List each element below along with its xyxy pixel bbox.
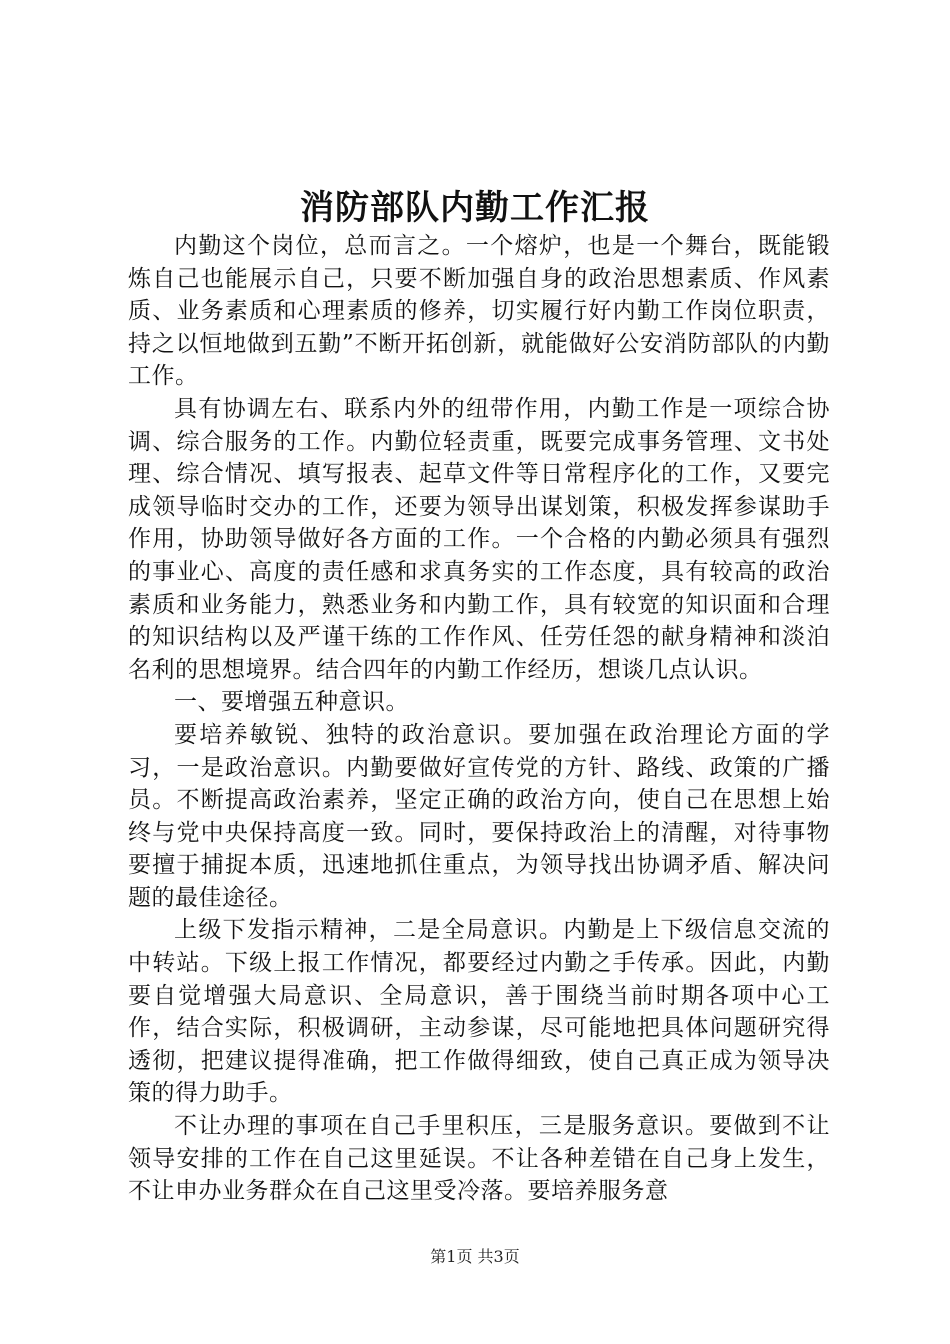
section-heading: 一、要增强五种意识。 [174,689,409,716]
page-number-footer: 第1页 共3页 [430,1247,520,1266]
body-paragraph: 上级下发指示精神，二是全局意识。内勤是上下级信息交流的中转站。下级上报工作情况，都要经过内勤之手传承。因此，内勤要自觉增强大局意识、全局意识，善于围绕当前时期各项中心工作，结合实际，积极调研，主动参谋，尽可能地把具体问题研究得透彻，把建议提得准确，把工作做得细致，使自己真正成为领导决策的得力助手。 [128,917,830,1107]
body-paragraph: 内勤这个岗位，总而言之。一个熔炉，也是一个舞台，既能锻炼自己也能展示自己，只要不断加强自身的政治思想素质、作风素质、业务素质和心理素质的修养，切实履行好内勤工作岗位职责，持之以恒地做到五勤”不断开拓创新，就能做好公安消防部队的内勤工作。 [128,233,830,390]
body-paragraph: 要培养敏锐、独特的政治意识。要加强在政治理论方面的学习，一是政治意识。内勤要做好宣传党的方针、路线、政策的广播员。不断提高政治素养，坚定正确的政治方向，使自己在思想上始终与党中央保持高度一致。同时，要保持政治上的清醒，对待事物要擅于捕捉本质，迅速地抓住重点，为领导找出协调矛盾、解决问题的最佳途径。 [128,721,830,911]
document-title: 消防部队内勤工作汇报 [300,188,650,228]
body-paragraph: 具有协调左右、联系内外的纽带作用，内勤工作是一项综合协调、综合服务的工作。内勤位轻责重，既要完成事务管理、文书处理、综合情况、填写报表、起草文件等日常程序化的工作，又要完成领导临时交办的工作，还要为领导出谋划策，积极发挥参谋助手作用，协助领导做好各方面的工作。一个合格的内勤必须具有强烈的事业心、高度的责任感和求真务实的工作态度，具有较高的政治素质和业务能力，熟悉业务和内勤工作，具有较宽的知识面和合理的知识结构以及严谨干练的工作作风、任劳任怨的献身精神和淡泊名利的思想境界。结合四年的内勤工作经历，想谈几点认识。 [128,395,830,683]
document-body [128,230,830,1208]
body-paragraph: 不让办理的事项在自己手里积压，三是服务意识。要做到不让领导安排的工作在自己这里延误。不让各种差错在自己身上发生，不让申办业务群众在自己这里受冷落。要培养服务意 [128,1113,830,1205]
